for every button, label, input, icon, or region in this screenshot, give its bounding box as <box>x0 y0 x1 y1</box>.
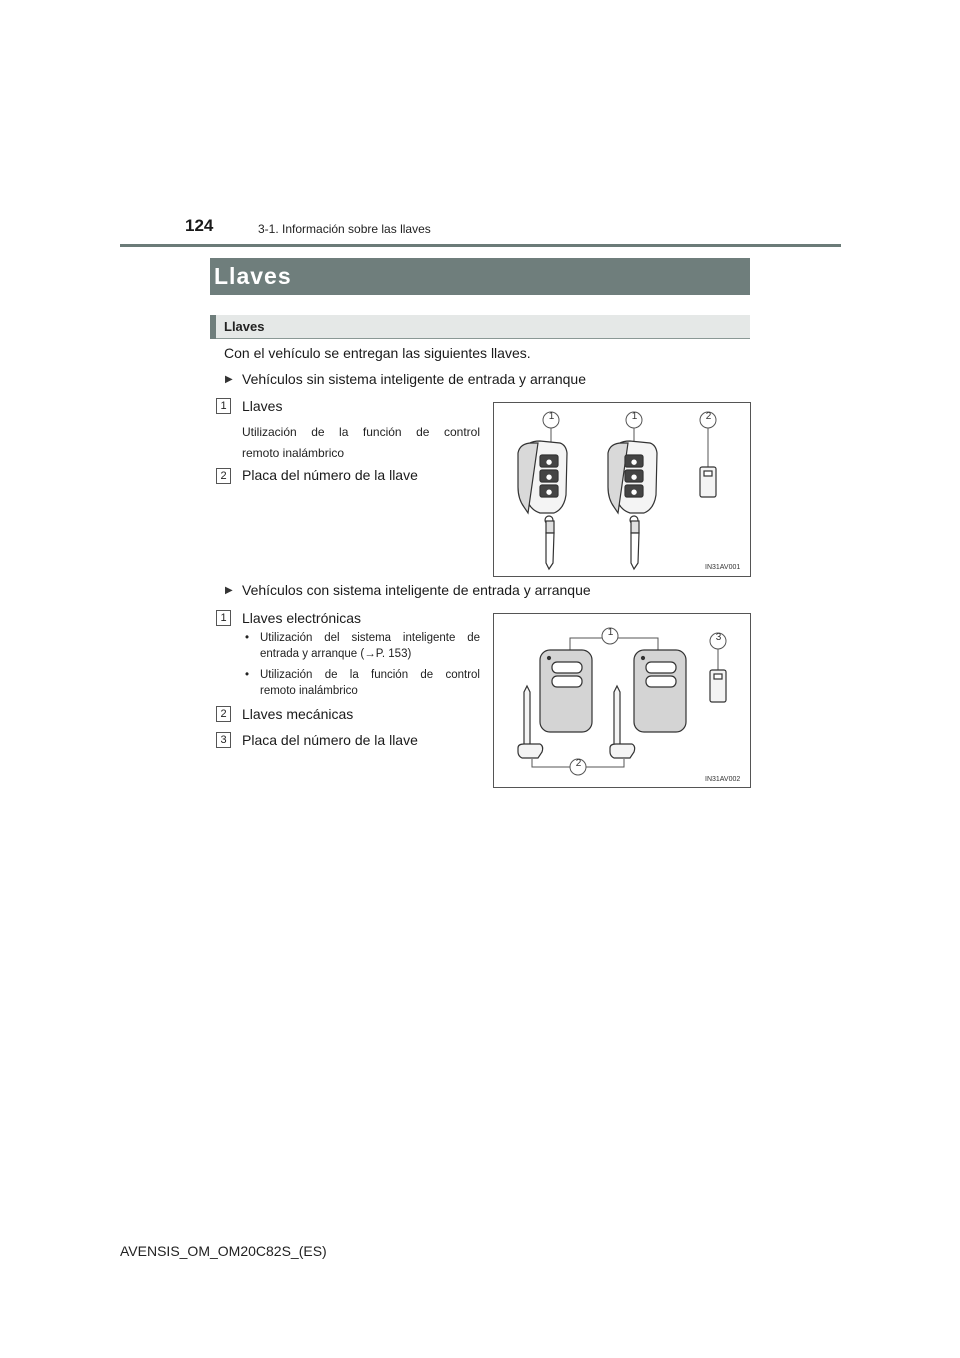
subsection-marker <box>210 315 216 339</box>
svg-text:●: ● <box>631 488 638 496</box>
svg-text:●: ● <box>546 473 553 481</box>
figure-keys-standard <box>493 402 751 577</box>
group1-item-desc: Utilización de la función de control <box>242 425 480 439</box>
group1-heading: Vehículos sin sistema inteligente de entrada y arranque <box>242 371 586 387</box>
item-number-badge: 2 <box>216 468 231 484</box>
figure-code: IN31AV002 <box>705 776 741 783</box>
group2-bullet-text: Utilización de la función de control <box>260 669 480 681</box>
item-number-badge: 3 <box>216 732 231 748</box>
group2-bullet-text: Utilización del sistema inteligente de <box>260 632 480 644</box>
group2-bullet-text: remoto inalámbrico <box>260 685 358 697</box>
smart-keys-illustration <box>494 614 750 787</box>
group1-item-label: Llaves <box>242 398 283 414</box>
group2-item-label: Llaves mecánicas <box>242 706 354 722</box>
callout-number: 3 <box>715 632 722 643</box>
figure-keys-smart <box>493 613 751 788</box>
callout-number: 2 <box>705 411 712 422</box>
callout-number: 1 <box>607 627 614 638</box>
document-code-footer: AVENSIS_OM_OM20C82S_(ES) <box>120 1243 327 1259</box>
item-number-badge: 1 <box>216 610 231 626</box>
group1-item-label: Placa del número de la llave <box>242 467 418 483</box>
callout-number: 2 <box>575 758 582 769</box>
triangle-bullet-icon: ▶ <box>225 585 233 596</box>
svg-text:●: ● <box>631 473 638 481</box>
bullet-dot: • <box>245 632 250 644</box>
triangle-bullet-icon: ▶ <box>225 374 233 385</box>
keys-illustration <box>494 403 750 576</box>
figure-code: IN31AV001 <box>705 564 741 571</box>
group2-bullet-text: entrada y arranque (→P. 153) <box>260 648 412 660</box>
page-title: Llaves <box>214 263 292 289</box>
callout-number: 1 <box>631 411 638 422</box>
header-divider <box>120 244 841 247</box>
intro-text: Con el vehículo se entregan las siguientes llaves. <box>224 345 531 361</box>
bullet-dot: • <box>245 669 250 681</box>
svg-text:●: ● <box>631 458 638 466</box>
group2-item-label: Llaves electrónicas <box>242 610 362 626</box>
subsection-title: Llaves <box>224 319 265 334</box>
subsection-band <box>210 315 750 339</box>
item-number-badge: 2 <box>216 706 231 722</box>
item-number-badge: 1 <box>216 398 231 414</box>
svg-text:●: ● <box>546 488 553 496</box>
group2-item-label: Placa del número de la llave <box>242 732 418 748</box>
group1-item-desc: remoto inalámbrico <box>242 446 345 460</box>
section-title: 3-1. Información sobre las llaves <box>258 222 431 236</box>
page-number: 124 <box>185 216 214 235</box>
svg-text:●: ● <box>546 458 553 466</box>
callout-number: 1 <box>548 411 555 422</box>
group2-heading: Vehículos con sistema inteligente de entrada y arranque <box>242 582 591 598</box>
